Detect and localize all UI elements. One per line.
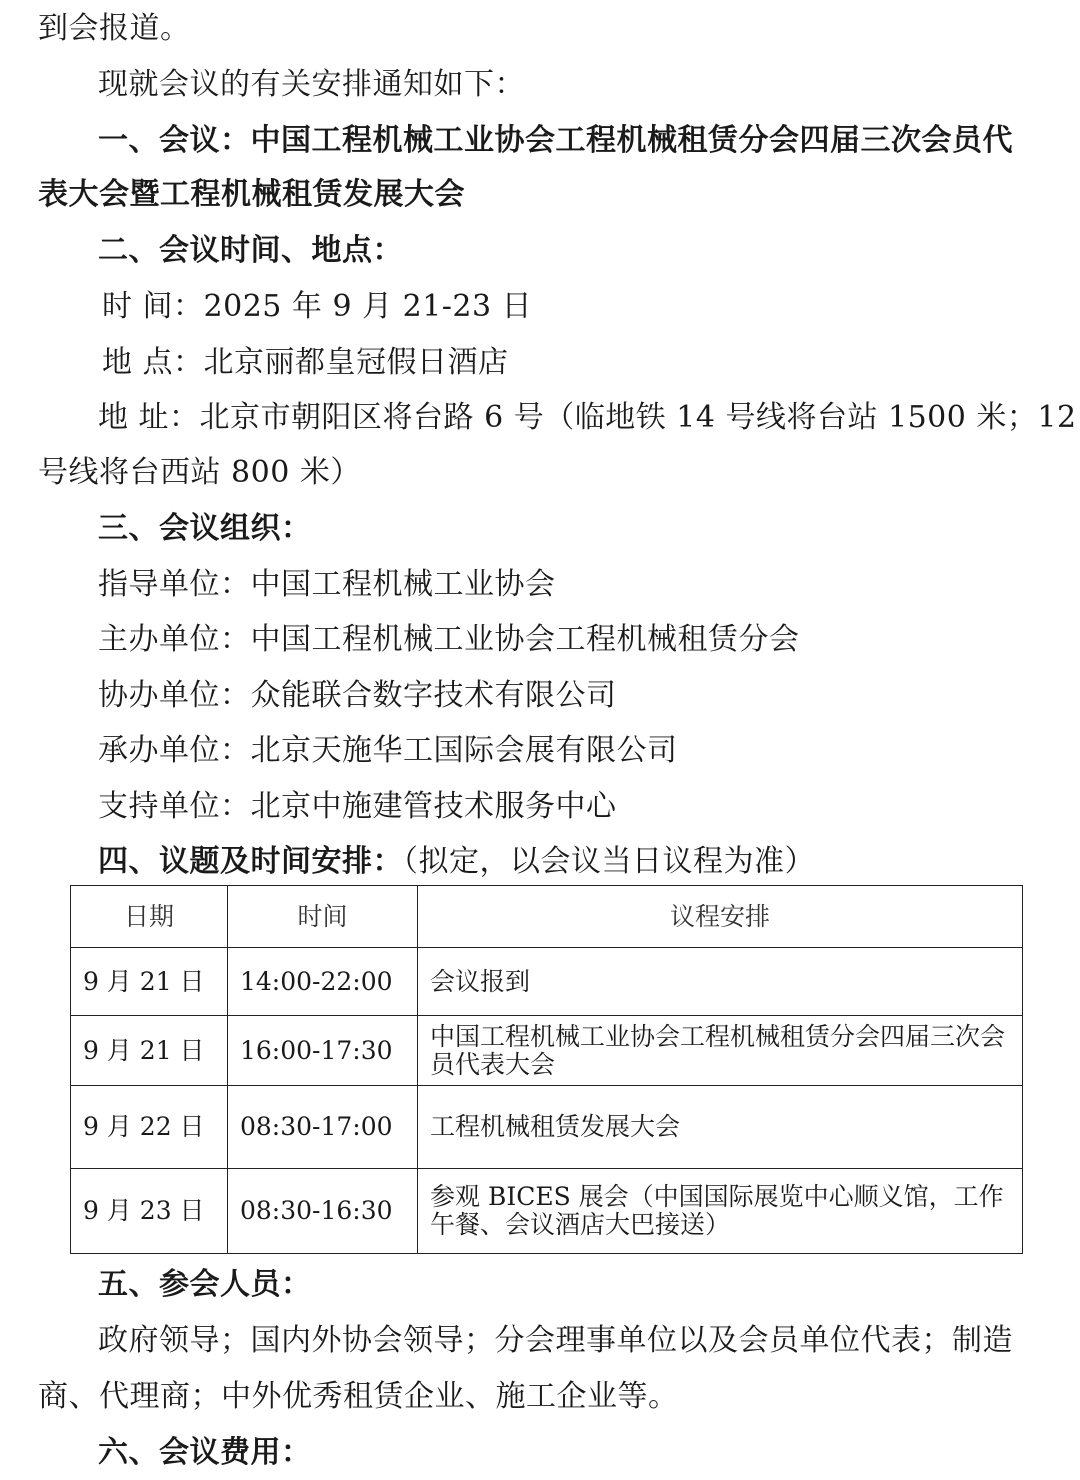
cell-date: 9 月 21 日 <box>71 948 228 1016</box>
table-row <box>71 1086 1023 1169</box>
text-line-host-unit: 主办单位：中国工程机械工业协会工程机械租赁分会 <box>98 622 800 657</box>
text-line-attendees-cont: 商、代理商；中外优秀租赁企业、施工企业等。 <box>38 1379 679 1414</box>
schedule-table <box>70 885 1023 1254</box>
heading-agenda-note: （拟定，以会议当日议程为准） <box>403 844 815 879</box>
heading-meeting: 一、会议：中国工程机械工业协会工程机械租赁分会四届三次会员代 <box>98 123 1013 158</box>
text-line-place: 地 点：北京丽都皇冠假日酒店 <box>102 345 509 380</box>
heading-fees: 六、会议费用： <box>98 1435 312 1470</box>
text-line-attendees: 政府领导；国内外协会领导；分会理事单位以及会员单位代表；制造 <box>98 1323 1013 1358</box>
cell-date: 9 月 21 日 <box>71 1016 228 1086</box>
cell-date: 9 月 23 日 <box>71 1169 228 1254</box>
cell-agenda: 工程机械租赁发展大会 <box>418 1086 1023 1169</box>
text-line-time: 时 间：2025 年 9 月 21-23 日 <box>102 289 533 324</box>
heading-agenda <box>98 845 815 879</box>
header-date: 日期 <box>71 886 228 948</box>
cell-agenda: 会议报到 <box>418 948 1023 1016</box>
text-line-supporter: 支持单位：北京中施建管技术服务中心 <box>98 789 617 824</box>
table-row <box>71 1016 1023 1086</box>
table-row <box>71 1169 1023 1254</box>
cell-time: 08:30-16:30 <box>228 1169 418 1254</box>
heading-organization: 三、会议组织： <box>98 511 312 546</box>
cell-agenda: 参观 BICES 展会（中国国际展览中心顺义馆，工作午餐、会议酒店大巴接送） <box>418 1169 1023 1254</box>
text-line-intro: 现就会议的有关安排通知如下： <box>98 67 525 102</box>
cell-time: 16:00-17:30 <box>228 1016 418 1086</box>
heading-agenda-title: 四、议题及时间安排： <box>98 844 403 879</box>
cell-agenda: 中国工程机械工业协会工程机械租赁分会四届三次会员代表大会 <box>418 1016 1023 1086</box>
table-header-row <box>71 886 1023 948</box>
text-line-reporting: 到会报道。 <box>38 11 191 46</box>
text-line-guiding-unit: 指导单位：中国工程机械工业协会 <box>98 567 556 602</box>
cell-date: 9 月 22 日 <box>71 1086 228 1169</box>
heading-meeting-cont: 表大会暨工程机械租赁发展大会 <box>38 177 465 212</box>
table-row <box>71 948 1023 1016</box>
header-time: 时间 <box>228 886 418 948</box>
text-line-address-cont: 号线将台西站 800 米） <box>38 455 361 490</box>
text-line-organizer: 承办单位：北京天施华工国际会展有限公司 <box>98 733 678 768</box>
text-line-address: 地 址：北京市朝阳区将台路 6 号（临地铁 14 号线将台站 1500 米；12 <box>98 400 1077 435</box>
heading-time-place: 二、会议时间、地点： <box>98 233 403 268</box>
cell-time: 08:30-17:00 <box>228 1086 418 1169</box>
header-agenda: 议程安排 <box>418 886 1023 948</box>
text-line-co-organizer: 协办单位：众能联合数字技术有限公司 <box>98 678 617 713</box>
heading-attendees: 五、参会人员： <box>98 1267 312 1302</box>
cell-time: 14:00-22:00 <box>228 948 418 1016</box>
